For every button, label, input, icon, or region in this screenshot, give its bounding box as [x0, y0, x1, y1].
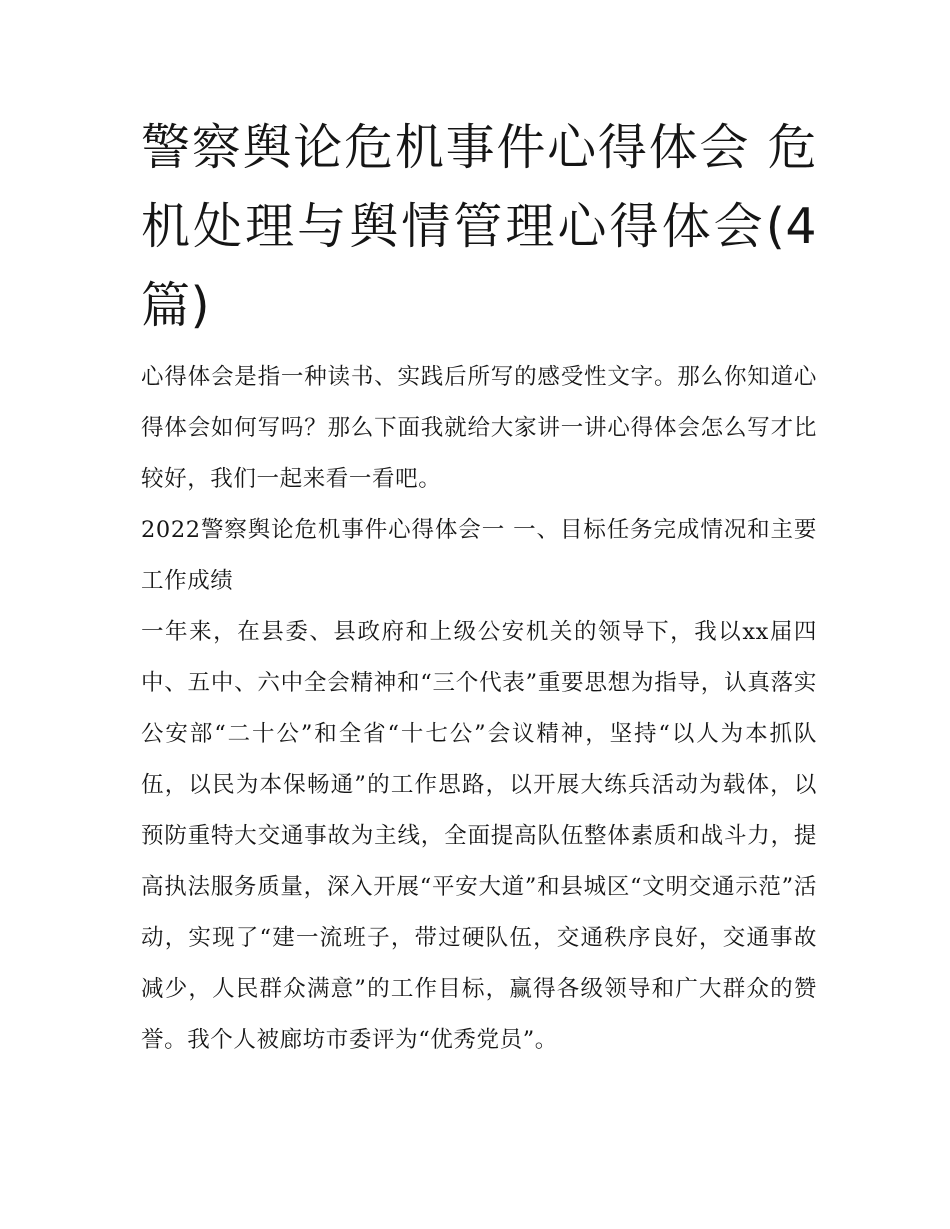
body-paragraph: 一年来，在县委、县政府和上级公安机关的领导下，我以xx届四中、五中、六中全会精神和“三个代表”重要思想为指导，认真落实公安部“二十公”和全省“十七公”会议精神，坚持“以人为本抓队伍，以民为本保畅通”的工作思路，以开展大练兵活动为载体，以预防重特大交通事故为主线，全面提高队伍整体素质和战斗力，提高执法服务质量，深入开展“平安大道”和县城区“文明交通示范”活动，实现了“建一流班子，带过硬队伍，交通秩序良好，交通事故减少，人民群众满意”的工作目标，赢得各级领导和广大群众的赞誉。我个人被廊坊市委评为“优秀党员”。 — [141, 619, 817, 1053]
intro-paragraph: 心得体会是指一种读书、实践后所写的感受性文字。那么你知道心得体会如何写吗？那么下面我就给大家讲一讲心得体会怎么写才比较好，我们一起来看一看吧。 — [141, 364, 817, 492]
section-heading-paragraph: 2022警察舆论危机事件心得体会一 一、目标任务完成情况和主要工作成绩 — [141, 517, 817, 594]
document-page — [141, 108, 817, 1066]
document-title: 警察舆论危机事件心得体会 危机处理与舆情管理心得体会(4篇) — [141, 119, 817, 334]
